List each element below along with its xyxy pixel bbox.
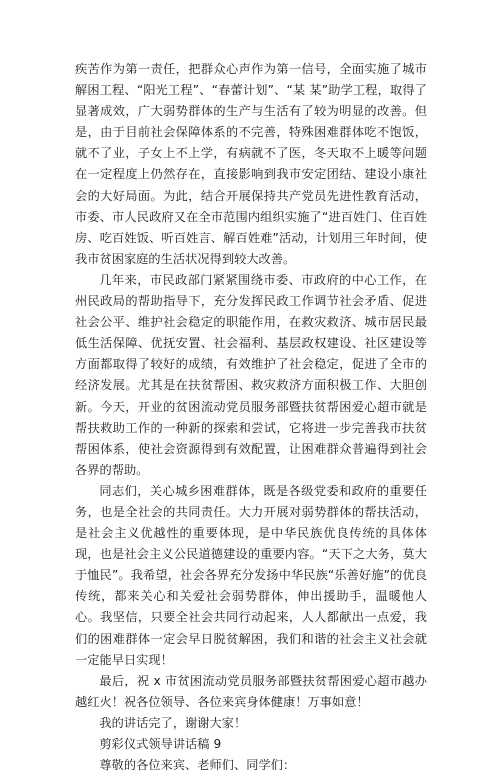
paragraph-5: 我的讲话完了，谢谢大家！ [99, 715, 247, 730]
paragraph-3: 同志们，关心城乡困难群体，既是各级党委和政府的重要任务，也是全社会的共同责任。大力开展对弱势群体的帮扶活动，是社会主义优越性的重要体现，是中华民族优良传统的具体体现，也是社会主义公民道德建设的重要内容。“天下之大务，莫大于恤民”。我希望，社会各界充分发扬中华民族“乐善好施”的优良传统，都来关心和关爱社会弱势群体，伸出援助手，温暖他人心。我坚信，只要全社会共同行动起来，人人都献出一点爱，我们的困难群体一定会早日脱贫解困，我们和谐的社会主义社会就一定能早日实现！ [75, 483, 427, 667]
salutation: 尊敬的各位来宾、老师们、同学们： [99, 758, 296, 773]
paragraph-2: 几年来，市民政部门紧紧围绕市委、市政府的中心工作，在州民政局的帮助指导下，充分发挥民政工作调节社会矛盾、促进社会公平、维护社会稳定的职能作用，在救灾救济、城市居民最低生活保障、优抚安置、社会福利、基层政权建设、社区建设等方面都取得了较好的成绩，有效维护了社会稳定，促进了全市的经济发展。尤其是在扶贫帮困、救灾救济方面积极工作、大胆创新。今天，开业的贫困流动党员服务部暨扶贫帮困爱心超市就是帮扶救助工作的一种新的探索和尝试，它将进一步完善我市扶贫帮困体系，使社会资源得到有效配置，让困难群众普遍得到社会各界的帮助。 [75, 272, 427, 477]
paragraph-1: 疾苦作为第一责任，把群众心声作为第一信号，全面实施了城市解困工程、“阳光工程”、“春蕾计划”、“某 某”助学工程，取得了显著成效，广大弱势群体的生产与生活有了较为明显的改善。但是，由于目前社会保障体系的不完善，特殊困难群体吃不饱饭，就不了业，子女上不上学，有病就不了医，冬天取不上暖等问题在一定程度上仍然存在，直接影响到我市安定团结、建设小康社会的大好局面。为此，结合开展保持共产党员先进性教育活动，市委、市人民政府又在全市范围内组织实施了“进百姓门、住百姓房、吃百姓饭、听百姓言、解百姓难”活动，计划用三年时间，使我市贫困家庭的生活状况得到较大改善。 [75, 62, 427, 266]
paragraph-4: 最后，祝 x 市贫困流动党员服务部暨扶贫帮困爱心超市越办越红火！祝各位领导、各位来宾身体健康！万事如意！ [75, 673, 427, 709]
section-heading: 剪彩仪式领导讲话稿 9 [99, 737, 222, 751]
document-body [75, 59, 427, 776]
